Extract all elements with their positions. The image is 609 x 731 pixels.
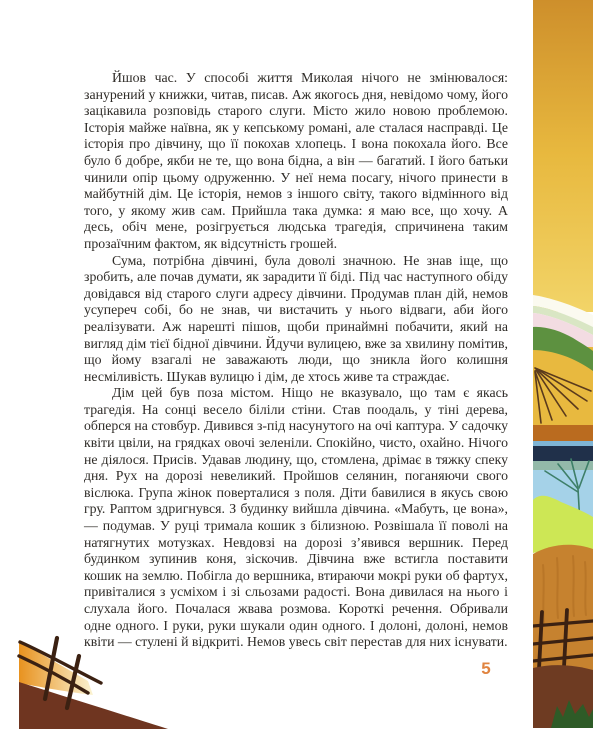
dark-hill xyxy=(19,682,168,729)
paragraph: Йшов час. У способі життя Миколая нічого не змінювалося: занурений у книжки, читав, писав. Аж якогось дня, невідомо чому, його зацікавила розповідь старого слуги. Місто жило новою проблемою. Історія майже наївна, як у кепському романі, але сталася насправді. Це історія про дівчину, що її покохав хлопець. І вона покохала його. Все було б добре, якби не те, що вона бідна, а він — багатий. І його батьки чинили опір цьому одруженню. У неї нема посагу, нічого принести в майбутній дім. Це історія, немов з іншого світу, такого відмінного від того, у якому жив сам. Прийшла така думка: я маю все, що хочу. А десь, обіч мене, розігрується людська трагедія, спричинена таким прозаїчним фактом, як відсутність грошей. xyxy=(84,70,508,251)
bottom-left-illustration xyxy=(0,625,200,731)
burnt-field-band xyxy=(533,425,593,443)
page-number: 5 xyxy=(481,659,491,678)
right-border-illustration xyxy=(533,0,593,728)
golden-sky xyxy=(533,0,593,312)
river-band xyxy=(533,446,593,463)
paragraph: Дім цей був поза містом. Ніщо не вказувало, що там є якась трагедія. На сонці весело біліли стіни. Став поодаль, у тіні дерева, обперся на стовбур. Дивився з-під насунутого на очі каптура. У садочку квіти цвіли, на грядках овочі зеленіли. Спокійно, чисто, охайно. Нічого не діялося. Присів. Удавав людину, що, стомлена, дрімає в тяжку спеку дня. Рух на дорозі невеликий. Пройшов селянин, поганяючи свого віслюка. Група жінок поверталися з поля. Діти бавилися в якусь свою гру. Раптом здригнувся. З будинку вийшла дівчина. «Мабуть, це вона», — подумав. У руці тримала кошик з білизною. Розвішала її поволі на натягнутих мотузках. Невдовзі на дорозі з’явився вершник. Перед будинком зупинив коня, зіскочив. Дівчина вже встигла поставити кошик на землю. Побігла до вершника, втираючи мокрі руки об фартух, привіталися з усміхом і зі сльозами радості. Вона дивилася на нього і слухала його. Почалася жвава розмова. Короткі речення. Обривали одне одного. І руки, руки шукали один одного. І долоні, долоні, немов квіти — стулені й відкриті. Немов увесь світ перестав для них існувати. xyxy=(84,385,508,650)
paragraph: Сума, потрібна дівчині, була доволі значною. Не знав іще, що зробить, але почав думати, як зарадити її біді. Під час наступного обіду довідався від старого слуги адресу дівчини. Продумав план дій, немов усупереч собі, бо не знав, чи вистачить у нього відваги, аби його реалізувати. Аж нарешті пішов, щоби принаймні побачити, який на вигляд дім тієї бідної дівчини. Йдучи вулицею, вже за хвилину помітив, що йому взагалі не заважають люди, що зникла його колишня несміливість. Шукав вулицю і дім, де хтось живе та страждає. xyxy=(84,252,508,384)
text-block xyxy=(84,70,508,651)
